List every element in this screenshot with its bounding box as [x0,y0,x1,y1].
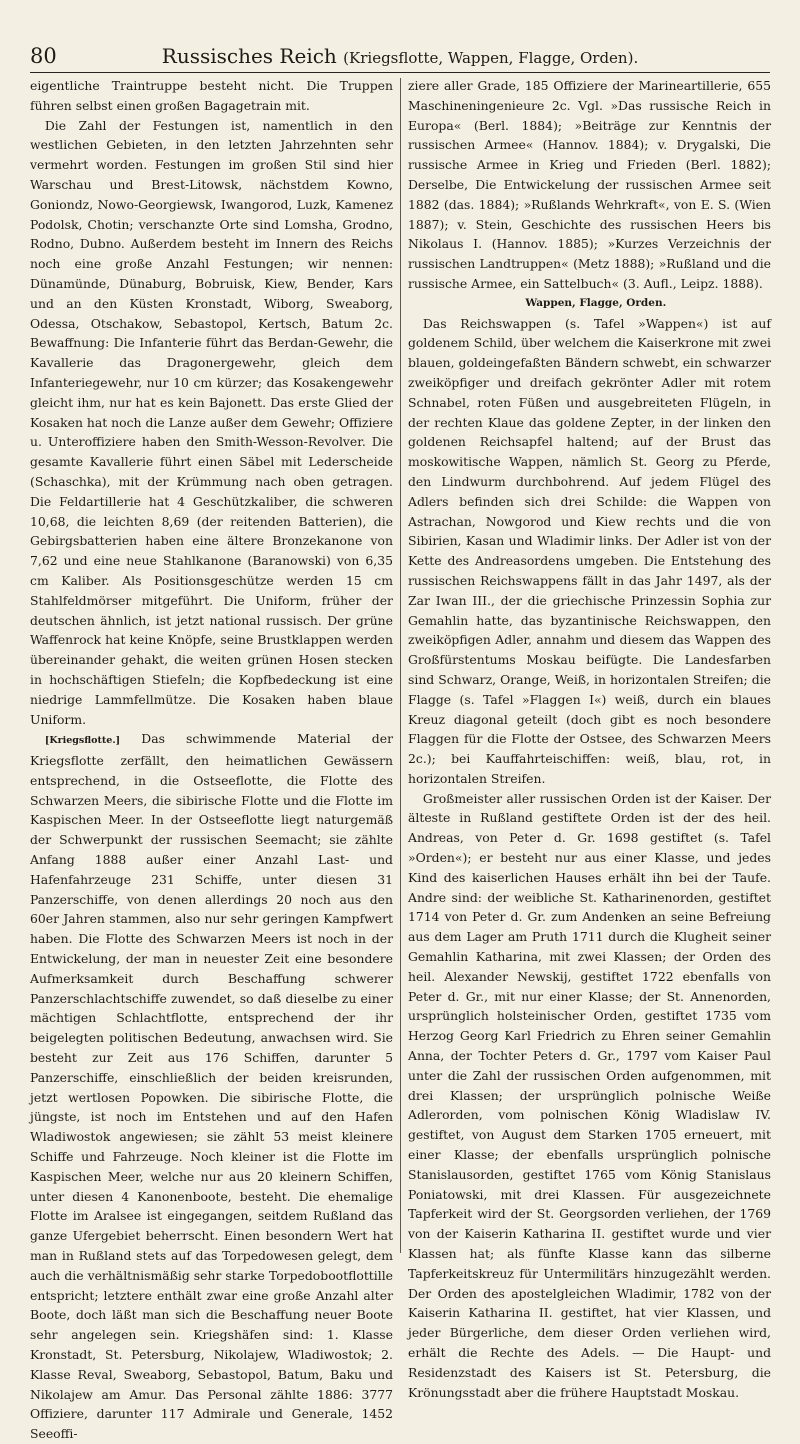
paragraph-navy-text: Das schwimmende Material der Kriegsflotte zerfällt, den heimatlichen Gewässern entsprechend, in die Ostseeflotte, die Flotte des Schwarzen Meers, die sibirische Flotte und die Flotte im Kaspischen Meer. In der Ostseeflotte liegt naturgemäß der Schwerpunkt der russischen Seemacht; sie zählte Anfang 1888 außer einer Anzahl Last- und Hafenfahrzeuge 231 Schiffe, unter diesen 31 Panzerschiffe, von denen allerdings 20 noch aus den 60er Jahren stammen, also nur sehr geringen Kampfwert haben. Die Flotte des Schwarzen Meers ist noch in der Entwickelung, der man in neuester Zeit eine besondere Aufmerksamkeit durch Beschaffung schwerer Panzerschlachtschiffe zuwendet, so daß dieselbe zu einer mächtigen Schlachtflotte, entsprechend der ihr beigelegten politischen Bedeutung, anwachsen wird. Sie besteht zur Zeit aus 176 Schiffen, darunter 5 Panzerschiffe, einschließlich der beiden kreisrunden, jetzt wertlosen Popowken. Die sibirische Flotte, die jüngste, ist noch im Entstehen und auf den Hafen Wladiwostok angewiesen; sie zählt 53 meist kleinere Schiffe und Fahrzeuge. Noch kleiner ist die Flotte im Kaspischen Meer, welche nur aus 20 kleinern Schiffen, unter diesen 4 Kanonenboote, besteht. Die ehemalige Flotte im Aralsee ist eingegangen, seitdem Rußland das ganze Ufergebiet beherrscht. Einen besondern Wert hat man in Rußland stets auf das Torpedowesen gelegt, dem auch die verhältnismäßig sehr starke Torpedobootflottille entspricht; letztere enthält zwar eine große Anzahl alter Boote, doch läßt man sich die Beschaffung neuer Boote sehr angelegen sein. Kriegshäfen sind: 1. Klasse Kronstadt, St. Petersburg, Nikolajew, Wladiwostok; 2. Klasse Reval, Sweaborg, Sebastopol, Batum, Baku und Nikolajew am Amur. Das Personal zählte 1886: 3777 Offiziere, darunter 117 Admirale und Generale, 1452 Seeoffi- [30,731,393,1442]
column-divider [400,78,401,1253]
section-heading-coat-of-arms: Wappen, Flagge, Orden. [525,296,667,309]
running-title-main: Russisches Reich [161,44,337,68]
paragraph-fortresses-armament: Die Zahl der Festungen ist, namentlich in den westlichen Gebieten, in den letzten Jahrzehnten sehr vermehrt worden. Festungen im großen Stil sind hier Warschau und Brest-Litowsk, nächstdem Kowno, Goniondz, Nowo-Georgiewsk, Iwangorod, Luzk, Kamenez Podolsk, Chotin; verschanzte Orte sind Lomsha, Grodno, Rodno, Dubno. Außerdem besteht im Innern des Reichs noch eine große Anzahl Festungen; wir nennen: Dünamünde, Dünaburg, Bobruisk, Kiew, Bender, Kars und an den Küsten Kronstadt, Wiborg, Sweaborg, Odessa, Otschakow, Sebastopol, Kertsch, Batum 2c. Bewaffnung: Die Infanterie führt das Berdan-Gewehr, die Kavallerie das Dragonergewehr, gleich dem Infanteriegewehr, nur 10 cm kürzer; das Kosakengewehr gleicht ihm, nur hat es kein Bajonett. Das erste Glied der Kosaken hat noch die Lanze außer dem Gewehr; Offiziere u. Unteroffiziere haben den Smith-Wesson-Revolver. Die gesamte Kavallerie führt einen Säbel mit Lederscheide (Schaschka), mit der Krümmung nach oben getragen. Die Feldartillerie hat 4 Geschützkaliber, die schweren 10,68, die leichten 8,69 (der reitenden Batterien), die Gebirgsbatterien haben eine ältere Bronzekanone von 7,62 und eine neue Stahlkanone (Baranowski) von 6,35 cm Kaliber. Als Positionsgeschütze werden 15 cm Stahlfeldmörser mitgeführt. Die Uniform, früher der deutschen ähnlich, ist jetzt national russisch. Der grüne Waffenrock hat keine Knöpfe, seine Brustklappen werden übereinander gehakt, die weiten grünen Hosen stecken in hochschäftigen Stiefeln; die Kopfbedeckung ist eine niedrige Lammfellmütze. Die Kosaken haben blaue Uniform. [30,117,394,727]
page-number: 80 [30,44,57,68]
column-right [408,76,771,1400]
running-title [30,44,770,68]
margin-marker-navy: [Kriegsflotte.] [44,735,121,747]
paragraph-bibliography: ziere aller Grade, 185 Offiziere der Marineartillerie, 655 Maschineningenieure 2c. Vgl. »Das russische Reich in Europa« (Berl. 1884); »Beiträge zur Kenntnis der russischen Armee« (Hannov. 1884); v. Drygalski, Die russische Armee in Krieg und Frieden (Berl. 1882); Derselbe, Die Entwickelung der russischen Armee seit 1882 (das. 1884); »Rußlands Wehrkraft«, von E. S. (Wien 1887); v. Stein, Geschichte des russischen Heers bis Nikolaus I. (Hannov. 1885); »Kurzes Verzeichnis der russischen Landtruppen« (Metz 1888); »Rußland und die russische Armee, ein Sattelbuch« (3. Aufl., Leipz. 1888). [408,78,771,291]
running-title-subtitle: (Kriegsflotte, Wappen, Flagge, Orden). [343,49,639,67]
column-left [30,76,394,1442]
paragraph-orders: Großmeister aller russischen Orden ist der Kaiser. Der älteste in Rußland gestiftete Orden ist der des heil. Andreas, von Peter d. Gr. 1698 gestiftet (s. Tafel »Orden«); er besteht nur aus einer Klasse, und jedes Kind des kaiserlichen Hauses erhält ihn bei der Taufe. Andre sind: der weibliche St. Katharinenorden, gestiftet 1714 von Peter d. Gr. zum Andenken an seine Befreiung aus dem Lager am Pruth 1711 durch die Klugheit seiner Gemahlin Katharina, mit zwei Klassen; der Orden des heil. Alexander Newskij, gestiftet 1722 ebenfalls von Peter d. Gr., mit nur einer Klasse; der St. Annenorden, ursprünglich holsteinischer Orden, gestiftet 1735 vom Herzog Georg Karl Friedrich zu Ehren seiner Gemahlin Anna, der Tochter Peters d. Gr., 1797 vom Kaiser Paul unter die Zahl der russischen Orden aufgenommen, mit drei Klassen; der ursprünglich polnische Weiße Adlerorden, vom polnischen König Wladislaw IV. gestiftet, von August dem Starken 1705 erneuert, mit einer Klasse; der ebenfalls ursprünglich polnische Stanislausorden, gestiftet 1765 vom König Stanislaus Poniatowski, mit drei Klassen. Für ausgezeichnete Tapferkeit wird der St. Georgsorden verliehen, der 1769 von der Kaiserin Katharina II. gestiftet wurde und vier Klassen hat; als fünfte Klasse kann das silberne Tapferkeitskreuz für Untermilitärs hinzugezählt werden. Der Orden des apostelgleichen Wladimir, 1782 von der Kaiserin Katharina II. gestiftet, hat vier Klassen, und jeder Bürgerliche, dem dieser Orden verliehen wird, erhält die Rechte des Adels. — Die Haupt- und Residenzstadt des Kaisers ist St. Petersburg, die Krönungsstadt aber die frühere Hauptstadt Moskau. [408,790,771,1400]
paragraph-troops-train: eigentliche Traintruppe besteht nicht. Die Truppen führen selbst einen großen Bagagetrain mit. [30,78,393,113]
page-header [30,42,770,73]
paragraph-coat-of-arms-flag: Das Reichswappen (s. Tafel »Wappen«) ist auf goldenem Schild, über welchem die Kaiserkrone mit zwei blauen, goldeingefaßten Bändern schwebt, ein schwarzer zweiköpfiger und dreifach gekrönter Adler mit rotem Schnabel, roten Füßen und ausgebreiteten Flügeln, in der rechten Klaue das goldene Zepter, in der linken den goldenen Reichsapfel haltend; auf der Brust das moskowitische Wappen, nämlich St. Georg zu Pferde, den Lindwurm durchbohrend. Auf jedem Flügel des Adlers befinden sich drei Schilde: die Wappen von Astrachan, Nowgorod und Kiew rechts und die von Sibirien, Kasan und Wladimir links. Der Adler ist von der Kette des Andreasordens umgeben. Die Entstehung des russischen Reichswappens fällt in das Jahr 1497, als der Zar Iwan III., der die griechische Prinzessin Sophia zur Gemahlin hatte, das byzantinische Reichswappen, den zweiköpfigen Adler, annahm und diesem das Wappen des Großfürstentums Moskau beifügte. Die Landesfarben sind Schwarz, Orange, Weiß, in horizontalen Streifen; die Flagge (s. Tafel »Flaggen I«) weiß, durch ein blaues Kreuz diagonal geteilt (doch gibt es noch besondere Flaggen für die Flotte der Ostsee, des Schwarzen Meers 2c.); bei Kauffahrteischiffen: weiß, blau, rot, in horizontalen Streifen. [408,315,771,786]
paragraph-navy [30,729,393,1444]
